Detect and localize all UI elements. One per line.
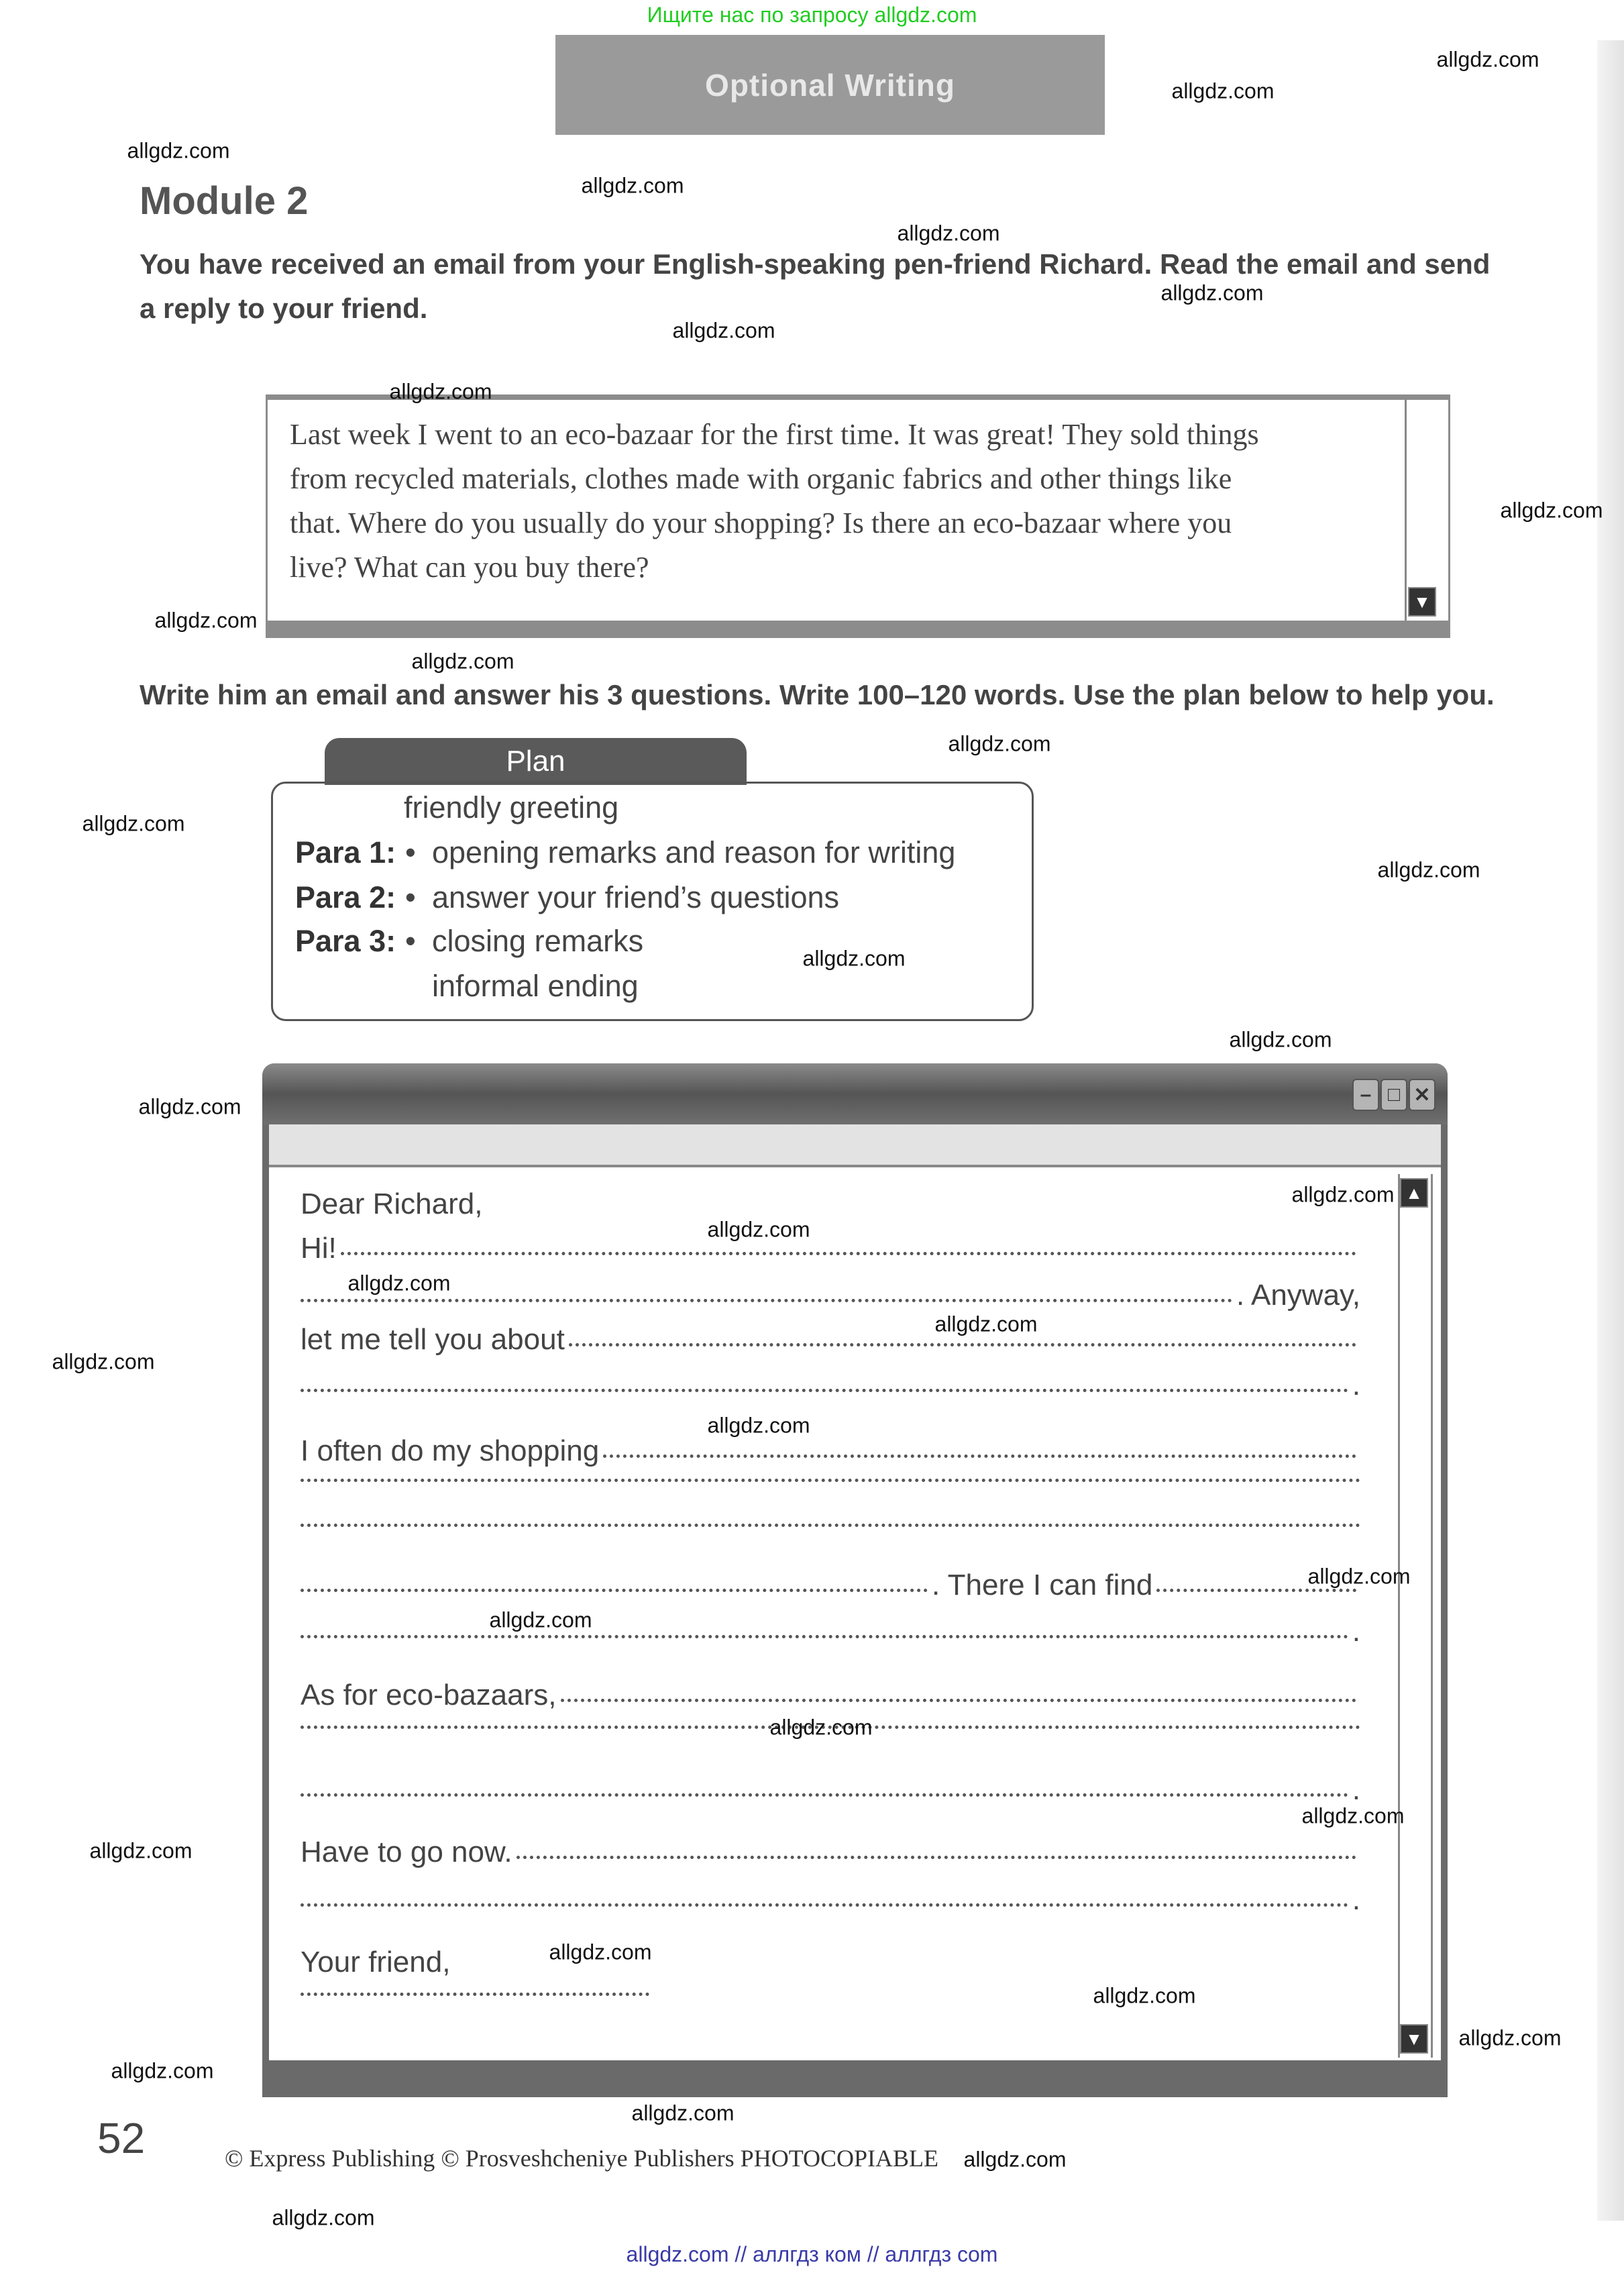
watermark: allgdz.com bbox=[1307, 1564, 1411, 1589]
watermark: allgdz.com bbox=[111, 2058, 214, 2083]
reply-line bbox=[301, 1569, 1360, 1609]
watermark: allgdz.com bbox=[581, 173, 684, 198]
instruction-line-2: a reply to your friend. bbox=[140, 293, 428, 324]
signature-line[interactable] bbox=[301, 1993, 649, 1996]
email-text-line: live? What can you buy there? bbox=[290, 551, 649, 584]
email-text-line: from recycled materials, clothes made with organic fabrics and other things like bbox=[290, 462, 1232, 495]
reply-line bbox=[301, 1187, 1360, 1228]
reply-line bbox=[301, 1526, 1360, 1567]
instruction-line-1: You have received an email from your English-speaking pen-friend Richard. Read the email and send bbox=[140, 248, 1491, 280]
plan-para1: opening remarks and reason for writing bbox=[432, 835, 956, 869]
watermark: allgdz.com bbox=[672, 318, 775, 343]
bullet-icon: • bbox=[405, 880, 416, 914]
reply-line bbox=[301, 1883, 1360, 1923]
watermark: allgdz.com bbox=[707, 1413, 810, 1438]
reply-line bbox=[301, 1279, 1360, 1319]
reply-line bbox=[301, 1369, 1360, 1409]
reply-line bbox=[301, 1615, 1360, 1655]
reply-line bbox=[301, 1481, 1360, 1522]
window-titlebar bbox=[262, 1063, 1448, 1124]
plan-para2: answer your friend’s questions bbox=[432, 880, 839, 914]
write-line[interactable] bbox=[301, 1479, 1360, 1482]
maximize-icon[interactable]: □ bbox=[1381, 1079, 1407, 1111]
watermark: allgdz.com bbox=[272, 2205, 375, 2230]
watermark: allgdz.com bbox=[1229, 1027, 1332, 1052]
write-line[interactable] bbox=[301, 1635, 1348, 1638]
watermark: allgdz.com bbox=[963, 2147, 1067, 2172]
watermark: allgdz.com bbox=[154, 608, 258, 633]
write-line[interactable] bbox=[301, 1524, 1360, 1527]
watermark: allgdz.com bbox=[389, 379, 492, 404]
closing: Your friend, bbox=[301, 1946, 451, 1978]
plan-ending: informal ending bbox=[432, 969, 639, 1003]
write-line[interactable] bbox=[301, 1793, 1348, 1797]
watermark: allgdz.com bbox=[1171, 78, 1275, 103]
write-line[interactable] bbox=[1156, 1589, 1356, 1592]
bullet-icon: • bbox=[405, 924, 416, 958]
salutation: Dear Richard, bbox=[301, 1187, 483, 1220]
write-line[interactable] bbox=[341, 1252, 1356, 1255]
watermark: allgdz.com bbox=[1291, 1182, 1395, 1207]
reply-line bbox=[301, 1773, 1360, 1813]
period: . bbox=[1352, 1883, 1360, 1916]
reply-line bbox=[301, 1836, 1360, 1876]
copyright: © Express Publishing © Prosveshcheniye Publishers PHOTOCOPIABLE bbox=[225, 2145, 939, 2172]
reply-line bbox=[301, 1995, 649, 2036]
period: . bbox=[1352, 1615, 1360, 1648]
email-scrollbar[interactable] bbox=[1405, 400, 1439, 621]
period: . bbox=[1352, 1369, 1360, 1402]
write-line[interactable] bbox=[301, 1903, 1348, 1907]
plan-para3-label: Para 3: bbox=[295, 924, 396, 958]
write-line[interactable] bbox=[603, 1455, 1356, 1458]
watermark: allgdz.com bbox=[1301, 1803, 1405, 1828]
reply-line bbox=[301, 1946, 1360, 1986]
shopping-text: I often do my shopping bbox=[301, 1434, 600, 1467]
watermark: allgdz.com bbox=[897, 221, 1000, 246]
plan-para2-label: Para 2: bbox=[295, 880, 396, 914]
reply-line bbox=[301, 1679, 1360, 1719]
plan-greeting: friendly greeting bbox=[404, 790, 619, 825]
email-text-line: Last week I went to an eco-bazaar for the first time. It was great! They sold things bbox=[290, 418, 1259, 451]
minimize-icon[interactable]: – bbox=[1352, 1079, 1379, 1111]
bullet-icon: • bbox=[405, 835, 416, 869]
section-banner bbox=[555, 35, 1105, 135]
watermark: allgdz.com bbox=[549, 1940, 652, 1964]
write-line[interactable] bbox=[569, 1343, 1356, 1346]
write-line[interactable] bbox=[301, 1389, 1348, 1392]
scroll-down-icon[interactable]: ▼ bbox=[1400, 2024, 1428, 2054]
watermark: allgdz.com bbox=[707, 1217, 810, 1242]
scroll-up-icon[interactable]: ▲ bbox=[1400, 1178, 1428, 1208]
watermark: allgdz.com bbox=[52, 1349, 155, 1374]
plan-para3: closing remarks bbox=[432, 924, 644, 958]
reply-scrollbar[interactable] bbox=[1398, 1174, 1433, 2058]
scroll-down-icon[interactable]: ▼ bbox=[1408, 587, 1436, 617]
reply-line bbox=[301, 1232, 1360, 1272]
top-search-banner[interactable]: Ищите нас по запросу allgdz.com bbox=[647, 3, 977, 27]
watermark: allgdz.com bbox=[948, 731, 1051, 756]
watermark: allgdz.com bbox=[1436, 47, 1539, 72]
watermark: allgdz.com bbox=[138, 1094, 241, 1119]
plan-title: Plan bbox=[325, 738, 747, 785]
watermark: allgdz.com bbox=[1500, 498, 1603, 523]
watermark: allgdz.com bbox=[89, 1838, 193, 1863]
watermark: allgdz.com bbox=[347, 1271, 451, 1296]
watermark: allgdz.com bbox=[1458, 2025, 1562, 2050]
reply-line bbox=[301, 1323, 1360, 1363]
watermark: allgdz.com bbox=[934, 1312, 1038, 1336]
section-title: Optional Writing bbox=[705, 67, 955, 103]
greeting: Hi! bbox=[301, 1232, 337, 1265]
watermark: allgdz.com bbox=[1377, 857, 1480, 882]
window-toolbar bbox=[269, 1124, 1441, 1167]
reply-line bbox=[301, 1434, 1360, 1475]
watermark: allgdz.com bbox=[1093, 1983, 1196, 2008]
watermark: allgdz.com bbox=[802, 946, 906, 971]
watermark: allgdz.com bbox=[769, 1715, 873, 1740]
task-instruction: Write him an email and answer his 3 questions. Write 100–120 words. Use the plan below to help you. bbox=[140, 679, 1495, 710]
write-line[interactable] bbox=[301, 1589, 928, 1592]
watermark: allgdz.com bbox=[411, 649, 515, 674]
page-number: 52 bbox=[97, 2114, 146, 2162]
eco-text: As for eco-bazaars, bbox=[301, 1679, 557, 1711]
write-line[interactable] bbox=[517, 1856, 1356, 1859]
watermark: allgdz.com bbox=[631, 2101, 735, 2125]
go-text: Have to go now. bbox=[301, 1836, 512, 1868]
email-text-line: that. Where do you usually do your shopping? Is there an eco-bazaar where you bbox=[290, 507, 1232, 539]
watermark: allgdz.com bbox=[1160, 280, 1264, 305]
write-line[interactable] bbox=[561, 1699, 1357, 1702]
page-edge-shadow bbox=[1597, 40, 1624, 2221]
write-line[interactable] bbox=[301, 1299, 1232, 1302]
tell-text: let me tell you about bbox=[301, 1323, 565, 1356]
module-title: Module 2 bbox=[140, 179, 309, 223]
watermark: allgdz.com bbox=[489, 1607, 592, 1632]
close-icon[interactable]: ✕ bbox=[1409, 1079, 1436, 1111]
anyway-text: . Anyway, bbox=[1236, 1279, 1360, 1312]
there-text: . There I can find bbox=[932, 1569, 1153, 1601]
plan-para1-label: Para 1: bbox=[295, 835, 396, 869]
watermark: allgdz.com bbox=[127, 138, 230, 163]
watermark: allgdz.com bbox=[82, 811, 185, 836]
period: . bbox=[1352, 1773, 1360, 1806]
bottom-links[interactable]: allgdz.com // аллгдз ком // аллгдз com bbox=[626, 2242, 998, 2266]
